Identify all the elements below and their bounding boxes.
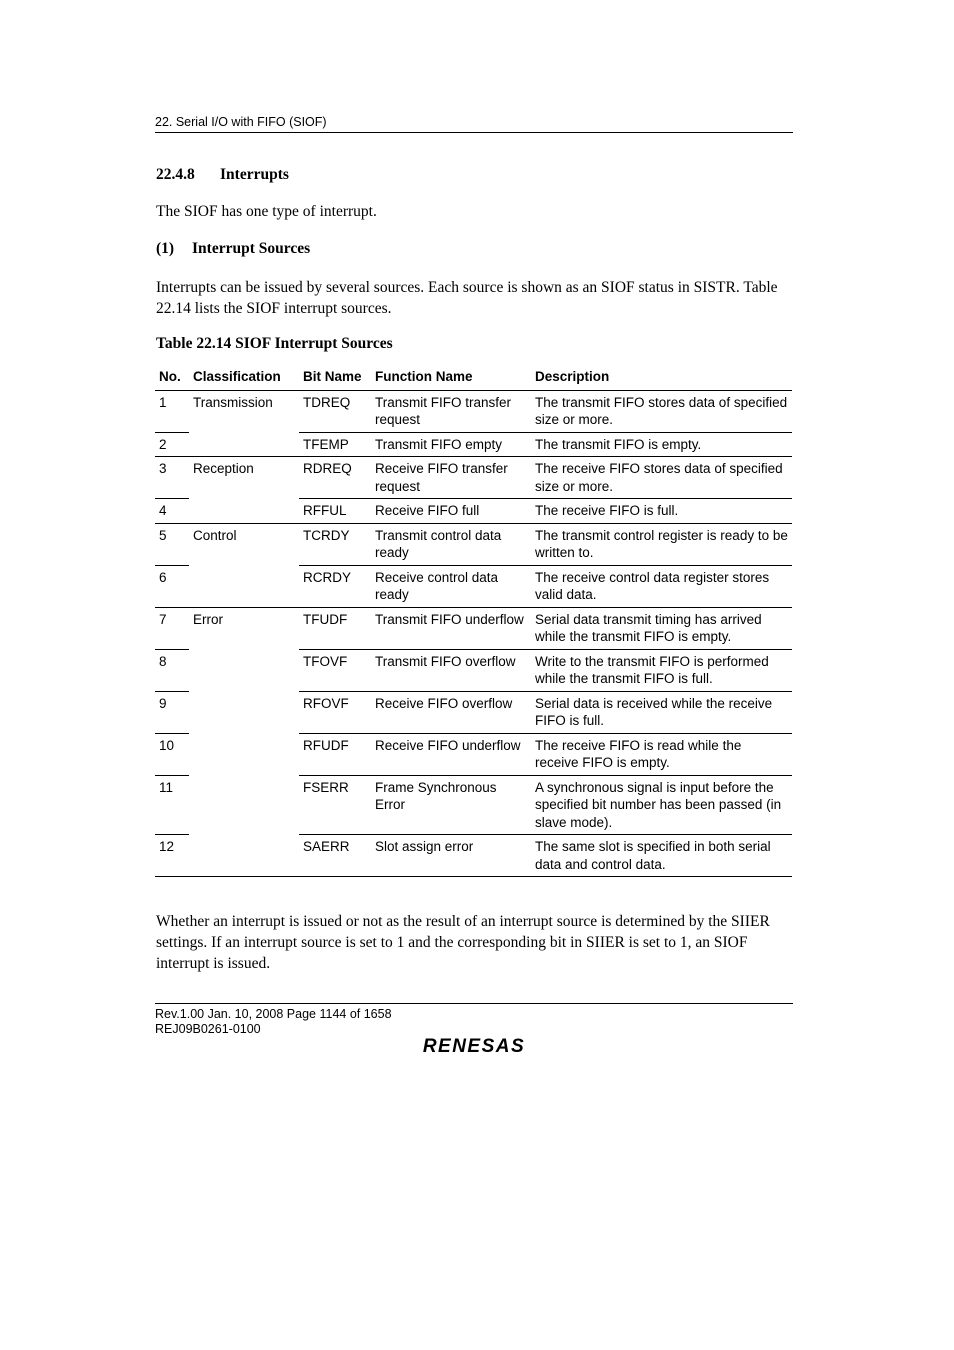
header-function-name: Function Name: [371, 364, 531, 390]
header-classification: Classification: [189, 364, 299, 390]
cell-no: 7: [155, 607, 189, 649]
cell-description: The transmit control register is ready to be written to.: [531, 523, 792, 565]
cell-description: Serial data is received while the receive FIFO is full.: [531, 691, 792, 733]
cell-description: The receive FIFO is full.: [531, 499, 792, 524]
cell-function-name: Receive FIFO full: [371, 499, 531, 524]
siier-paragraph: Whether an interrupt is issued or not as the result of an interrupt source is determined by the SIIER settings. If an interrupt source is set to 1 and the corresponding bit in SIIER is set to 1, an SIOF interrupt is issued.: [156, 913, 770, 972]
cell-bit-name: RDREQ: [299, 457, 371, 499]
cell-no: 2: [155, 432, 189, 457]
cell-description: The receive FIFO stores data of specified size or more.: [531, 457, 792, 499]
cell-no: 4: [155, 499, 189, 524]
cell-bit-name: FSERR: [299, 775, 371, 835]
cell-function-name: Transmit FIFO overflow: [371, 649, 531, 691]
cell-bit-name: TFOVF: [299, 649, 371, 691]
page-header: 22. Serial I/O with FIFO (SIOF): [155, 115, 793, 133]
cell-function-name: Transmit FIFO underflow: [371, 607, 531, 649]
cell-function-name: Frame Synchronous Error: [371, 775, 531, 835]
cell-bit-name: RCRDY: [299, 565, 371, 607]
cell-function-name: Receive FIFO overflow: [371, 691, 531, 733]
cell-bit-name: TFEMP: [299, 432, 371, 457]
cell-no: 8: [155, 649, 189, 691]
cell-classification: Control: [189, 523, 299, 607]
subsection-title: [156, 240, 310, 258]
renesas-logo: [414, 1034, 534, 1056]
table-header-row: [155, 364, 792, 390]
cell-function-name: Transmit FIFO transfer request: [375, 394, 512, 427]
cell-no: 3: [155, 457, 189, 499]
cell-no: 12: [155, 835, 189, 877]
cell-bit-name: TCRDY: [299, 523, 371, 565]
section-title: [156, 166, 289, 184]
sources-paragraph: Interrupts can be issued by several sources. Each source is shown as an SIOF status in SISTR. Table 22.14 lists the SIOF interrupt sources.: [156, 279, 778, 317]
cell-no: 11: [155, 775, 189, 835]
cell-function-name: Receive control data ready: [371, 565, 531, 607]
interrupt-sources-table: [155, 364, 792, 877]
cell-classification: Transmission: [193, 394, 273, 410]
intro-paragraph: The SIOF has one type of interrupt.: [156, 203, 377, 220]
page-footer: [155, 1003, 793, 1037]
header-description: Description: [531, 364, 792, 390]
cell-description: The receive control data register stores valid data.: [531, 565, 792, 607]
cell-function-name: Slot assign error: [371, 835, 531, 877]
cell-function-name: Receive FIFO underflow: [371, 733, 531, 775]
cell-description: Serial data transmit timing has arrived while the transmit FIFO is empty.: [531, 607, 792, 649]
header-bit-name: Bit Name: [299, 364, 371, 390]
cell-description: The transmit FIFO is empty.: [531, 432, 792, 457]
cell-function-name: Transmit FIFO empty: [371, 432, 531, 457]
table-caption: Table 22.14 SIOF Interrupt Sources: [156, 335, 393, 352]
cell-no: 5: [155, 523, 189, 565]
cell-bit-name: RFOVF: [299, 691, 371, 733]
cell-bit-name: SAERR: [299, 835, 371, 877]
cell-function-name: Transmit control data ready: [371, 523, 531, 565]
subsection-number: (1): [156, 240, 175, 257]
table-row: [155, 390, 792, 432]
cell-no: 10: [155, 733, 189, 775]
cell-description: The receive FIFO is read while the receive FIFO is empty.: [531, 733, 792, 775]
cell-classification: Error: [189, 607, 299, 877]
table-row: [155, 607, 792, 649]
cell-bit-name: RFUDF: [299, 733, 371, 775]
cell-description: A synchronous signal is input before the specified bit number has been passed (in slave mode).: [531, 775, 792, 835]
cell-classification: Reception: [189, 457, 299, 524]
logo-text: RENESAS: [422, 1036, 526, 1056]
cell-description: The transmit FIFO stores data of specified size or more.: [535, 394, 788, 427]
footer-revision: Rev.1.00 Jan. 10, 2008 Page 1144 of 1658: [155, 1007, 392, 1021]
footer-doc-number: REJ09B0261-0100: [155, 1022, 261, 1036]
table-row: [155, 457, 792, 499]
section-title-text: Interrupts: [220, 166, 289, 183]
cell-bit-name: TFUDF: [299, 607, 371, 649]
header-no: No.: [155, 364, 189, 390]
cell-description: Write to the transmit FIFO is performed while the transmit FIFO is full.: [531, 649, 792, 691]
cell-function-name: Receive FIFO transfer request: [371, 457, 531, 499]
section-number: 22.4.8: [156, 166, 195, 183]
cell-bit-name: TDREQ: [303, 394, 351, 410]
table-row: [155, 523, 792, 565]
subsection-title-text: Interrupt Sources: [192, 240, 311, 257]
cell-no: 9: [155, 691, 189, 733]
cell-description: The same slot is specified in both serial data and control data.: [531, 835, 792, 877]
cell-bit-name: RFFUL: [299, 499, 371, 524]
cell-no: 1: [159, 394, 167, 410]
cell-no: 6: [155, 565, 189, 607]
